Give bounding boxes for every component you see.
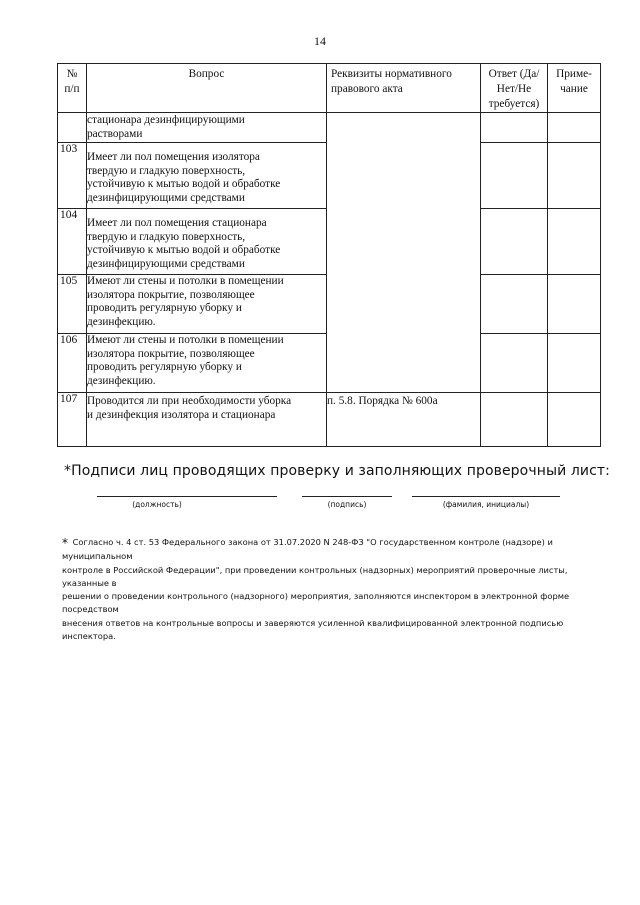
checklist-table bbox=[57, 63, 601, 447]
note-cell[interactable] bbox=[548, 334, 601, 393]
name-caption: (фамилия, инициалы) bbox=[442, 500, 530, 509]
row-number: 106 bbox=[58, 334, 87, 393]
header-requisites: Реквизиты нормативного правового акта bbox=[327, 64, 481, 113]
signatures-title: *Подписи лиц проводящих проверку и заполняющих проверочный лист: bbox=[64, 463, 610, 479]
row-number: 107 bbox=[58, 393, 87, 447]
row-number: 104 bbox=[58, 209, 87, 275]
answer-cell[interactable] bbox=[481, 334, 548, 393]
note-cell[interactable] bbox=[548, 113, 601, 143]
row-number: 105 bbox=[58, 275, 87, 334]
footnote-line-3: решении о проведении контрольного (надзорного) мероприятия, заполняются инспектором в электронной форме посредством bbox=[62, 591, 570, 615]
question-cell: Имеют ли стены и потолки в помещении изолятора покрытие, позволяющее проводить регулярную уборку и дезинфекцию. bbox=[87, 275, 327, 334]
header-row bbox=[58, 64, 601, 113]
table-row bbox=[58, 393, 601, 447]
footnote-line-1: Согласно ч. 4 ст. 53 Федерального закона от 31.07.2020 N 248-ФЗ "О государственном контроле (надзоре) и муниципальном bbox=[62, 537, 553, 562]
footnote-line-2: контроле в Российской Федерации", при проведении контрольных (надзорных) мероприятий проверочные листы, указанные в bbox=[62, 564, 568, 588]
footnote-star: * bbox=[62, 536, 68, 550]
answer-cell[interactable] bbox=[481, 275, 548, 334]
note-cell[interactable] bbox=[548, 393, 601, 447]
footnote bbox=[62, 536, 600, 643]
position-line[interactable] bbox=[97, 496, 277, 497]
answer-cell[interactable] bbox=[481, 143, 548, 209]
header-note: Приме- чание bbox=[548, 64, 601, 113]
requisites-cell-merged bbox=[327, 113, 481, 393]
answer-cell[interactable] bbox=[481, 209, 548, 275]
page-number: 14 bbox=[314, 34, 326, 48]
note-cell[interactable] bbox=[548, 209, 601, 275]
question-cell: Имеет ли пол помещения изолятора твердую и гладкую поверхность, устойчивую к мытью водой и обработке дезинфицирующими средствами bbox=[87, 143, 327, 209]
row-number bbox=[58, 113, 87, 143]
question-cell: Проводится ли при необходимости уборка и дезинфекция изолятора и стационара bbox=[87, 393, 327, 447]
question-cell: Имеет ли пол помещения стационара твердую и гладкую поверхность, устойчивую к мытью водой и обработке дезинфицирующими средствами bbox=[87, 209, 327, 275]
requisites-cell: п. 5.8. Порядка № 600а bbox=[327, 393, 481, 447]
position-caption: (должность) bbox=[132, 500, 182, 509]
question-cell: стационара дезинфицирующими растворами bbox=[87, 113, 327, 143]
header-question: Вопрос bbox=[87, 64, 327, 113]
footnote-line-4: внесения ответов на контрольные вопросы и заверяются усиленной квалифицированной электронной подписью инспектора. bbox=[62, 617, 564, 642]
answer-cell[interactable] bbox=[481, 113, 548, 143]
header-answer: Ответ (Да/ Нет/Не требуется) bbox=[481, 64, 548, 113]
signature-line[interactable] bbox=[302, 496, 392, 497]
header-num: № п/п bbox=[58, 64, 87, 113]
note-cell[interactable] bbox=[548, 143, 601, 209]
answer-cell[interactable] bbox=[481, 393, 548, 447]
name-line[interactable] bbox=[412, 496, 560, 497]
signature-caption: (подпись) bbox=[327, 500, 367, 509]
question-cell: Имеют ли стены и потолки в помещении изолятора покрытие, позволяющее проводить регулярную уборку и дезинфекцию. bbox=[87, 334, 327, 393]
note-cell[interactable] bbox=[548, 275, 601, 334]
table-row bbox=[58, 113, 601, 143]
row-number: 103 bbox=[58, 143, 87, 209]
